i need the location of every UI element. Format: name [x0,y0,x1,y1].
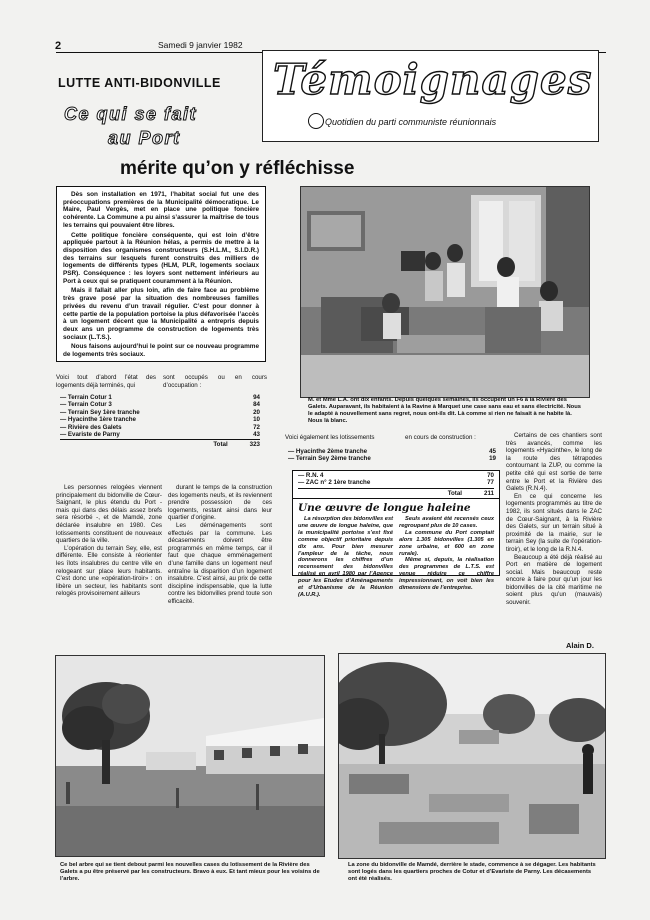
table-total-value: 323 [249,441,260,449]
table-row-value: 20 [253,408,260,416]
table2-intro-right: en cours de construction : [405,434,476,441]
body-paragraph: Les déménagements sont effectués par la commune. Les décasements doivent être programmés en même temps, car il faut que chaque emménagement d’une famille dans un logement neuf entraîne la disparition d’un logement insalubre. C’est ainsi, au prix de cette discipline indispensable, que la lutte contre les bidonvilles prend toute son efficacité. [168,521,272,605]
table-row-label: — Terrain Cotur 3 [60,401,112,409]
body-paragraph: Les personnes relogées viennent principalement du bidonville de Cœur-Saignant, le plus étendu du Port - mais qui dans des délais assez brefs sera résorbé -, et de Mamdé, zone déclarée insalubre en 1980. Ces lotissements constituent de nouveaux quartiers de la ville. [56,484,162,545]
shantytown-photo [338,653,606,859]
table-row-value: 45 [489,448,496,455]
table-row-label: — Rivière des Galets [60,423,122,431]
headline-line-1: Ce qui se fait [64,104,198,124]
author-signature: Alain D. [566,641,594,650]
table-row [60,424,260,431]
table-row-value: 77 [487,479,494,487]
table-row [298,472,494,479]
intro-paragraph: Mais il fallait aller plus loin, afin de faire face au problème très grave posé par la situation des nombreuses familles privées du revenu d’un travail régulier. C’est pour donner à cette partie de la population portoise la plus défavorisée l’accès à un logement décent que la Municipalité a entrepris depuis deux ans un programme de construction de logements très sociaux (L.T.S.). [63,287,259,341]
article-rubric: LUTTE ANTI-BIDONVILLE [58,76,221,90]
table-total-label: Total [213,441,228,449]
table-row-value: 72 [253,423,260,431]
table-row-value: 43 [253,431,260,439]
table-row-value: 84 [253,401,260,409]
tree-photo [55,655,325,857]
table-row-label: — Hyacinthe 1ère tranche [60,416,136,424]
newspaper-subtitle: Quotidien du parti communiste réunionnais [325,117,497,127]
intro-paragraph: Nous faisons aujourd’hui le point sur ce nouveau programme de logements très sociaux. [63,343,259,359]
table-row-label: — Evariste de Parny [60,431,120,439]
table-row [60,416,260,423]
table-row [298,479,494,486]
photo-caption: Ce bel arbre qui se tient debout parmi les nouvelles cases du lotissement de la Rivière des Galets a pu être préservé par les constructeurs. Bravo à eux. Et tant mieux pour les voisins de l’arbre. [60,862,320,882]
table-row-label: — Terrain Cotur 1 [60,394,112,401]
party-logo-icon [308,113,324,129]
table1-intro-right: sont occupés ou en cours d’occupation : [163,374,267,389]
body-paragraph: L’opération du terrain Sey, elle, est différente. Elle consiste à réorienter les îlots insalubres du centre ville en relogeant sur place leurs habitants. C’est donc une «opération-tiroir» : on libère un secteur, les habitants sont relogés provisoirement ailleurs [56,544,162,598]
table-row-label: — Hyacinthe 2ème tranche [288,448,368,455]
table-row [288,455,496,462]
table-total-label: Total [447,489,463,497]
intro-paragraph: Cette politique foncière conséquente, qui est loin d’être appliquée partout à la Réunion hélas, a permis de mettre à la disposition des organismes constructeurs (S.H.L.M., S.I.D.R.) des terrains sur lesquels furent construits des milliers de logements de différents types (HLM, PLR, logements sociaux PSR). Conséquence : les loyers sont nettement inférieurs au Port à ceux qui se pratiquent couramment à la Réunion. [63,231,259,285]
table-row-value: 94 [253,394,260,401]
table-row-label: — ZAC n° 2 1ère tranche [298,479,371,487]
table-total-row [60,439,260,448]
table-total-row [298,488,494,497]
table-row-value: 70 [487,472,494,479]
family-photo [300,186,590,398]
tree-photo-graphic [56,656,324,856]
table1-intro-left: Voici tout d’abord l’état des logements déjà terminés, qui [56,374,156,389]
box-columns [298,516,494,599]
table-row [288,448,496,455]
body-paragraph: En ce qui concerne les logements programmés au titre de 1982, ils sont situés dans le ZAC de Cœur-Saignant, à la Rivière des Galets, sur un terrain situé à proximité de la mairie, sur le terrain Sey (la suite de l’opération-tiroir), et le long de la R.N.4. [506,492,602,553]
article-column-left [56,484,162,598]
construction-housing-table [288,448,496,463]
intro-paragraph: Dès son installation en 1971, l’habitat social fut une des préoccupations premières de la Municipalité démocratique. Le Maire, Paul Vergès, met en place une politique foncière cohérente. La Commune a pu ainsi s’assurer la maîtrise de tous les terrains qui pouvaient être libres. [63,191,259,229]
box-paragraph: La résorption des bidonvilles est une œuvre de longue haleine, que la municipalité portoise s’est fixé comme objectif prioritaire depuis dix ans. Pour bien mesurer l’ampleur de la tâche, nous donnerons les chiffres d’un recensement des bidonvilles réalisé en avril 1980 par l’Agence pour les Etudes d’Aménagements et d’Urbanisme de la Réunion (A.U.R.). [298,516,393,598]
issue-date: Samedi 9 janvier 1982 [158,40,243,50]
box-paragraph: Même si, depuis, la réalisation des programmes de L.T.S. est venue réduire ce chiffre impressionnant, on voit bien les dimensions de l’entreprise. [399,557,494,592]
body-paragraph: durant le temps de la construction des logements neufs, et ils reviennent prendre possession de ces logements, restant ainsi dans leur quartier d’origine. [168,484,272,522]
box-title: Une œuvre de longue haleine [298,502,471,514]
box-column-left [298,516,393,599]
article-column-right [506,432,602,607]
photo-caption: La zone du bidonville de Mamdé, derrière le stade, commence à se dégager. Les habitants sont logés dans les quartiers proches de Cotur et d’Evariste de Parny. Les décasements ont été réalisés. [348,862,596,882]
shantytown-photo-graphic [339,654,605,858]
headline-line-3: mérite qu’on y réfléchisse [120,158,355,179]
headline-line-2: au Port [108,128,181,148]
table-row [60,409,260,416]
table-row-label: — R.N. 4 [298,472,324,479]
table-row [60,431,260,438]
table-total-value: 211 [484,489,494,497]
table2-intro-left: Voici également les lotissements [285,434,375,441]
page-number: 2 [55,40,62,52]
body-paragraph: Beaucoup a été déjà réalisé au Port en matière de logement social. Mais beaucoup reste encore à faire pour qu’un jour les bidonvilles de la cité maritime ne soient plus qu’un (mauvais) souvenir. [506,553,602,607]
box-paragraph: Seuls avaient été recensés ceux regroupant plus de 10 cases. [399,516,494,529]
completed-housing-table [60,394,260,449]
box-paragraph: La commune du Port comptait alors 1.305 bidonvilles (1.305 en zone urbaine, et 600 en zone rurale). [399,529,494,557]
newspaper-title: Témoignages [273,55,593,104]
masthead [262,50,599,142]
box-column-right [399,516,494,599]
longue-haleine-box [292,498,500,598]
family-photo-graphic [301,187,589,397]
table-row-label: — Terrain Sey 2ème tranche [288,455,371,463]
body-paragraph: Certains de ces chantiers sont très avancés, comme les logements «Hyacinthe», le long de la route des tétrapodes contournant la ZUP, ou comme la petite cité qui est sortie de terre entre le Port et la Rivière des Galets (R.N.4). [506,432,602,493]
construction-housing-table-cont [298,472,494,497]
article-column-middle [168,484,272,606]
table-row-value: 10 [253,416,260,424]
table-row-label: — Terrain Sey 1ère tranche [60,408,140,416]
intro-box [56,186,266,362]
table-row [60,394,260,401]
photo-caption: M. et Mme L.A. ont dix enfants. Depuis quelques semaines, ils occupent un F6 à la Rivière des Galets. Auparavant, ils habitaient à la Ravine à Marquet une case sans eau et sans électricité. Nous le adapté à nouvellement sans regret, nous ont-ils dit. Là comme si rien ne faisait à ne habite là. Nous là blanc. [308,397,581,424]
table-row-value: 19 [489,455,496,463]
table-row [60,401,260,408]
